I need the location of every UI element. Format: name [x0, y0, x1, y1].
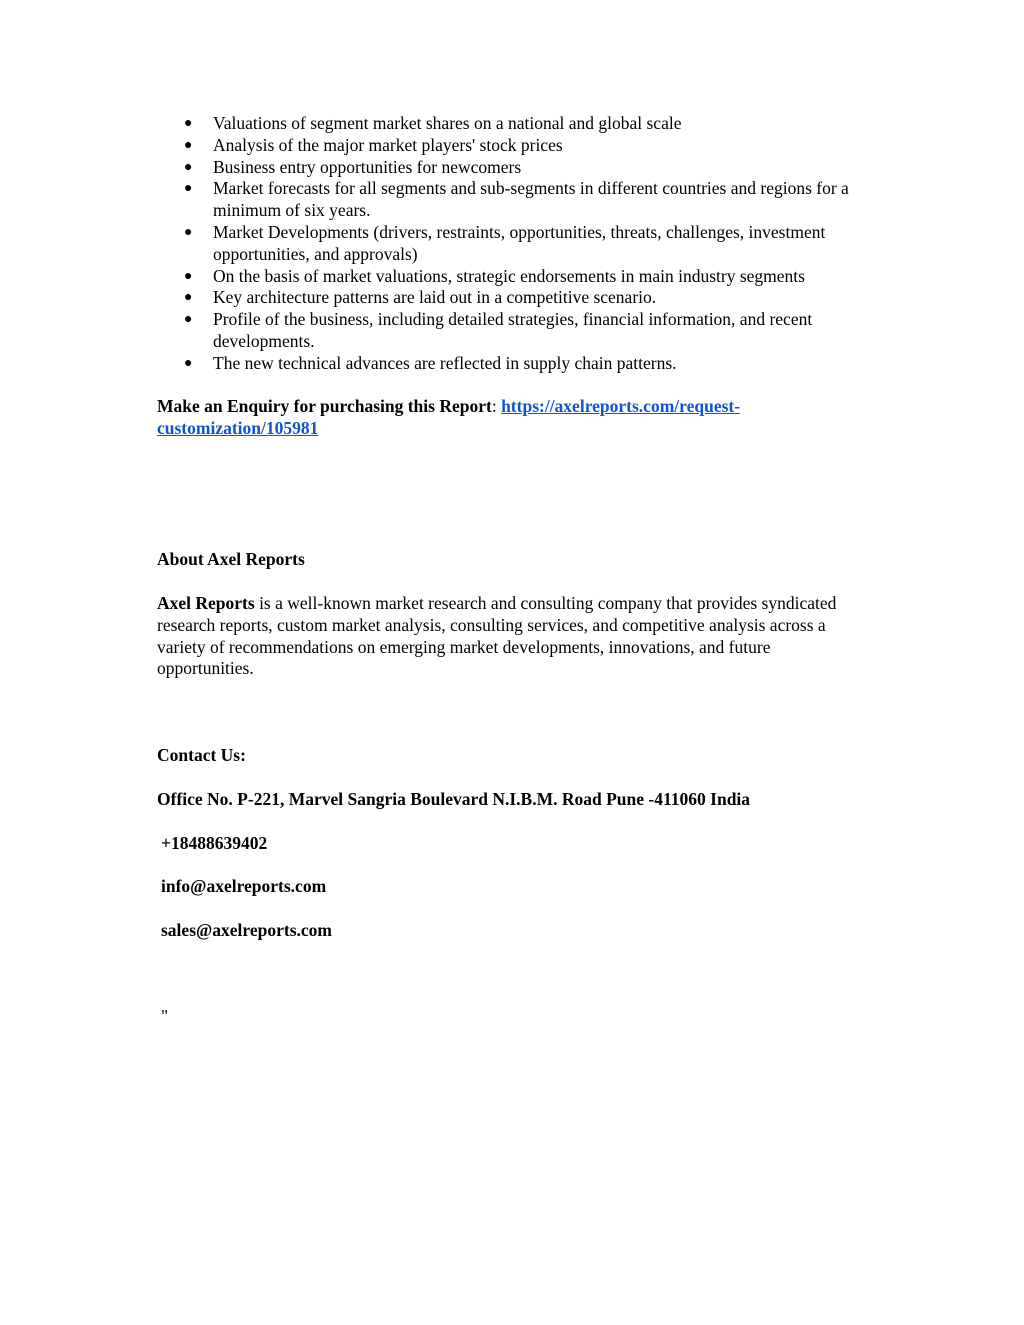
contact-address: Office No. P-221, Marvel Sangria Boulevard N.I.B.M. Road Pune -411060 India — [157, 789, 751, 809]
bullet-icon: ● — [184, 290, 193, 306]
bullet-text: Valuations of segment market shares on a national and global scale — [213, 113, 682, 133]
contact-heading: Contact Us: — [157, 745, 246, 765]
list-item — [157, 309, 877, 353]
bullet-icon: ● — [184, 312, 193, 328]
list-item — [157, 266, 877, 288]
about-company-name: Axel Reports — [157, 593, 255, 613]
contact-email-sales: sales@axelreports.com — [161, 920, 332, 940]
bullet-icon: ● — [184, 268, 193, 284]
bullet-icon: ● — [184, 116, 193, 131]
contact-phone: +18488639402 — [161, 833, 268, 853]
list-item — [157, 353, 877, 375]
list-item — [157, 135, 877, 157]
bullet-icon: ● — [184, 181, 193, 197]
bullet-text: On the basis of market valuations, strategic endorsements in main industry segments — [213, 265, 805, 286]
bullet-icon: ● — [184, 355, 193, 371]
enquiry-link[interactable]: https://axelreports.com/request-customization/105981 — [157, 396, 741, 438]
trailing-quote-mark: " — [161, 1006, 169, 1026]
bullet-icon: ● — [184, 159, 193, 175]
list-item — [157, 178, 877, 222]
about-heading: About Axel Reports — [157, 549, 305, 569]
bullet-text: Market Developments (drivers, restraints, opportunities, threats, challenges, investment opportunities, and approvals) — [213, 221, 826, 264]
bullet-icon: ● — [184, 224, 193, 240]
list-item — [157, 287, 877, 309]
list-item — [157, 222, 877, 266]
bullet-text: Business entry opportunities for newcomers — [213, 156, 522, 177]
enquiry-separator: : — [491, 396, 502, 416]
about-body: is a well-known market research and consulting company that provides syndicated research reports, custom market analysis, consulting services, and competitive analysis across a variety of recommendations on emerging market developments, innovations, and future opportunities. — [157, 593, 837, 679]
bullet-icon: ● — [184, 137, 193, 153]
bullet-text: Key architecture patterns are laid out in a competitive scenario. — [213, 287, 657, 308]
bullet-text: Analysis of the major market players' stock prices — [213, 134, 563, 155]
list-item — [157, 157, 877, 179]
bullet-text: Market forecasts for all segments and sub-segments in different countries and regions for a minimum of six years. — [213, 178, 849, 221]
enquiry-paragraph — [157, 396, 817, 440]
bullet-text: Profile of the business, including detailed strategies, financial information, and recent developments. — [213, 309, 813, 351]
bullet-text: The new technical advances are reflected in supply chain patterns. — [213, 352, 677, 373]
contact-email-info: info@axelreports.com — [161, 876, 327, 896]
about-paragraph — [157, 593, 847, 680]
feature-bullet-list — [157, 113, 877, 375]
enquiry-label: Make an Enquiry for purchasing this Report — [157, 396, 492, 416]
list-item — [157, 113, 877, 135]
